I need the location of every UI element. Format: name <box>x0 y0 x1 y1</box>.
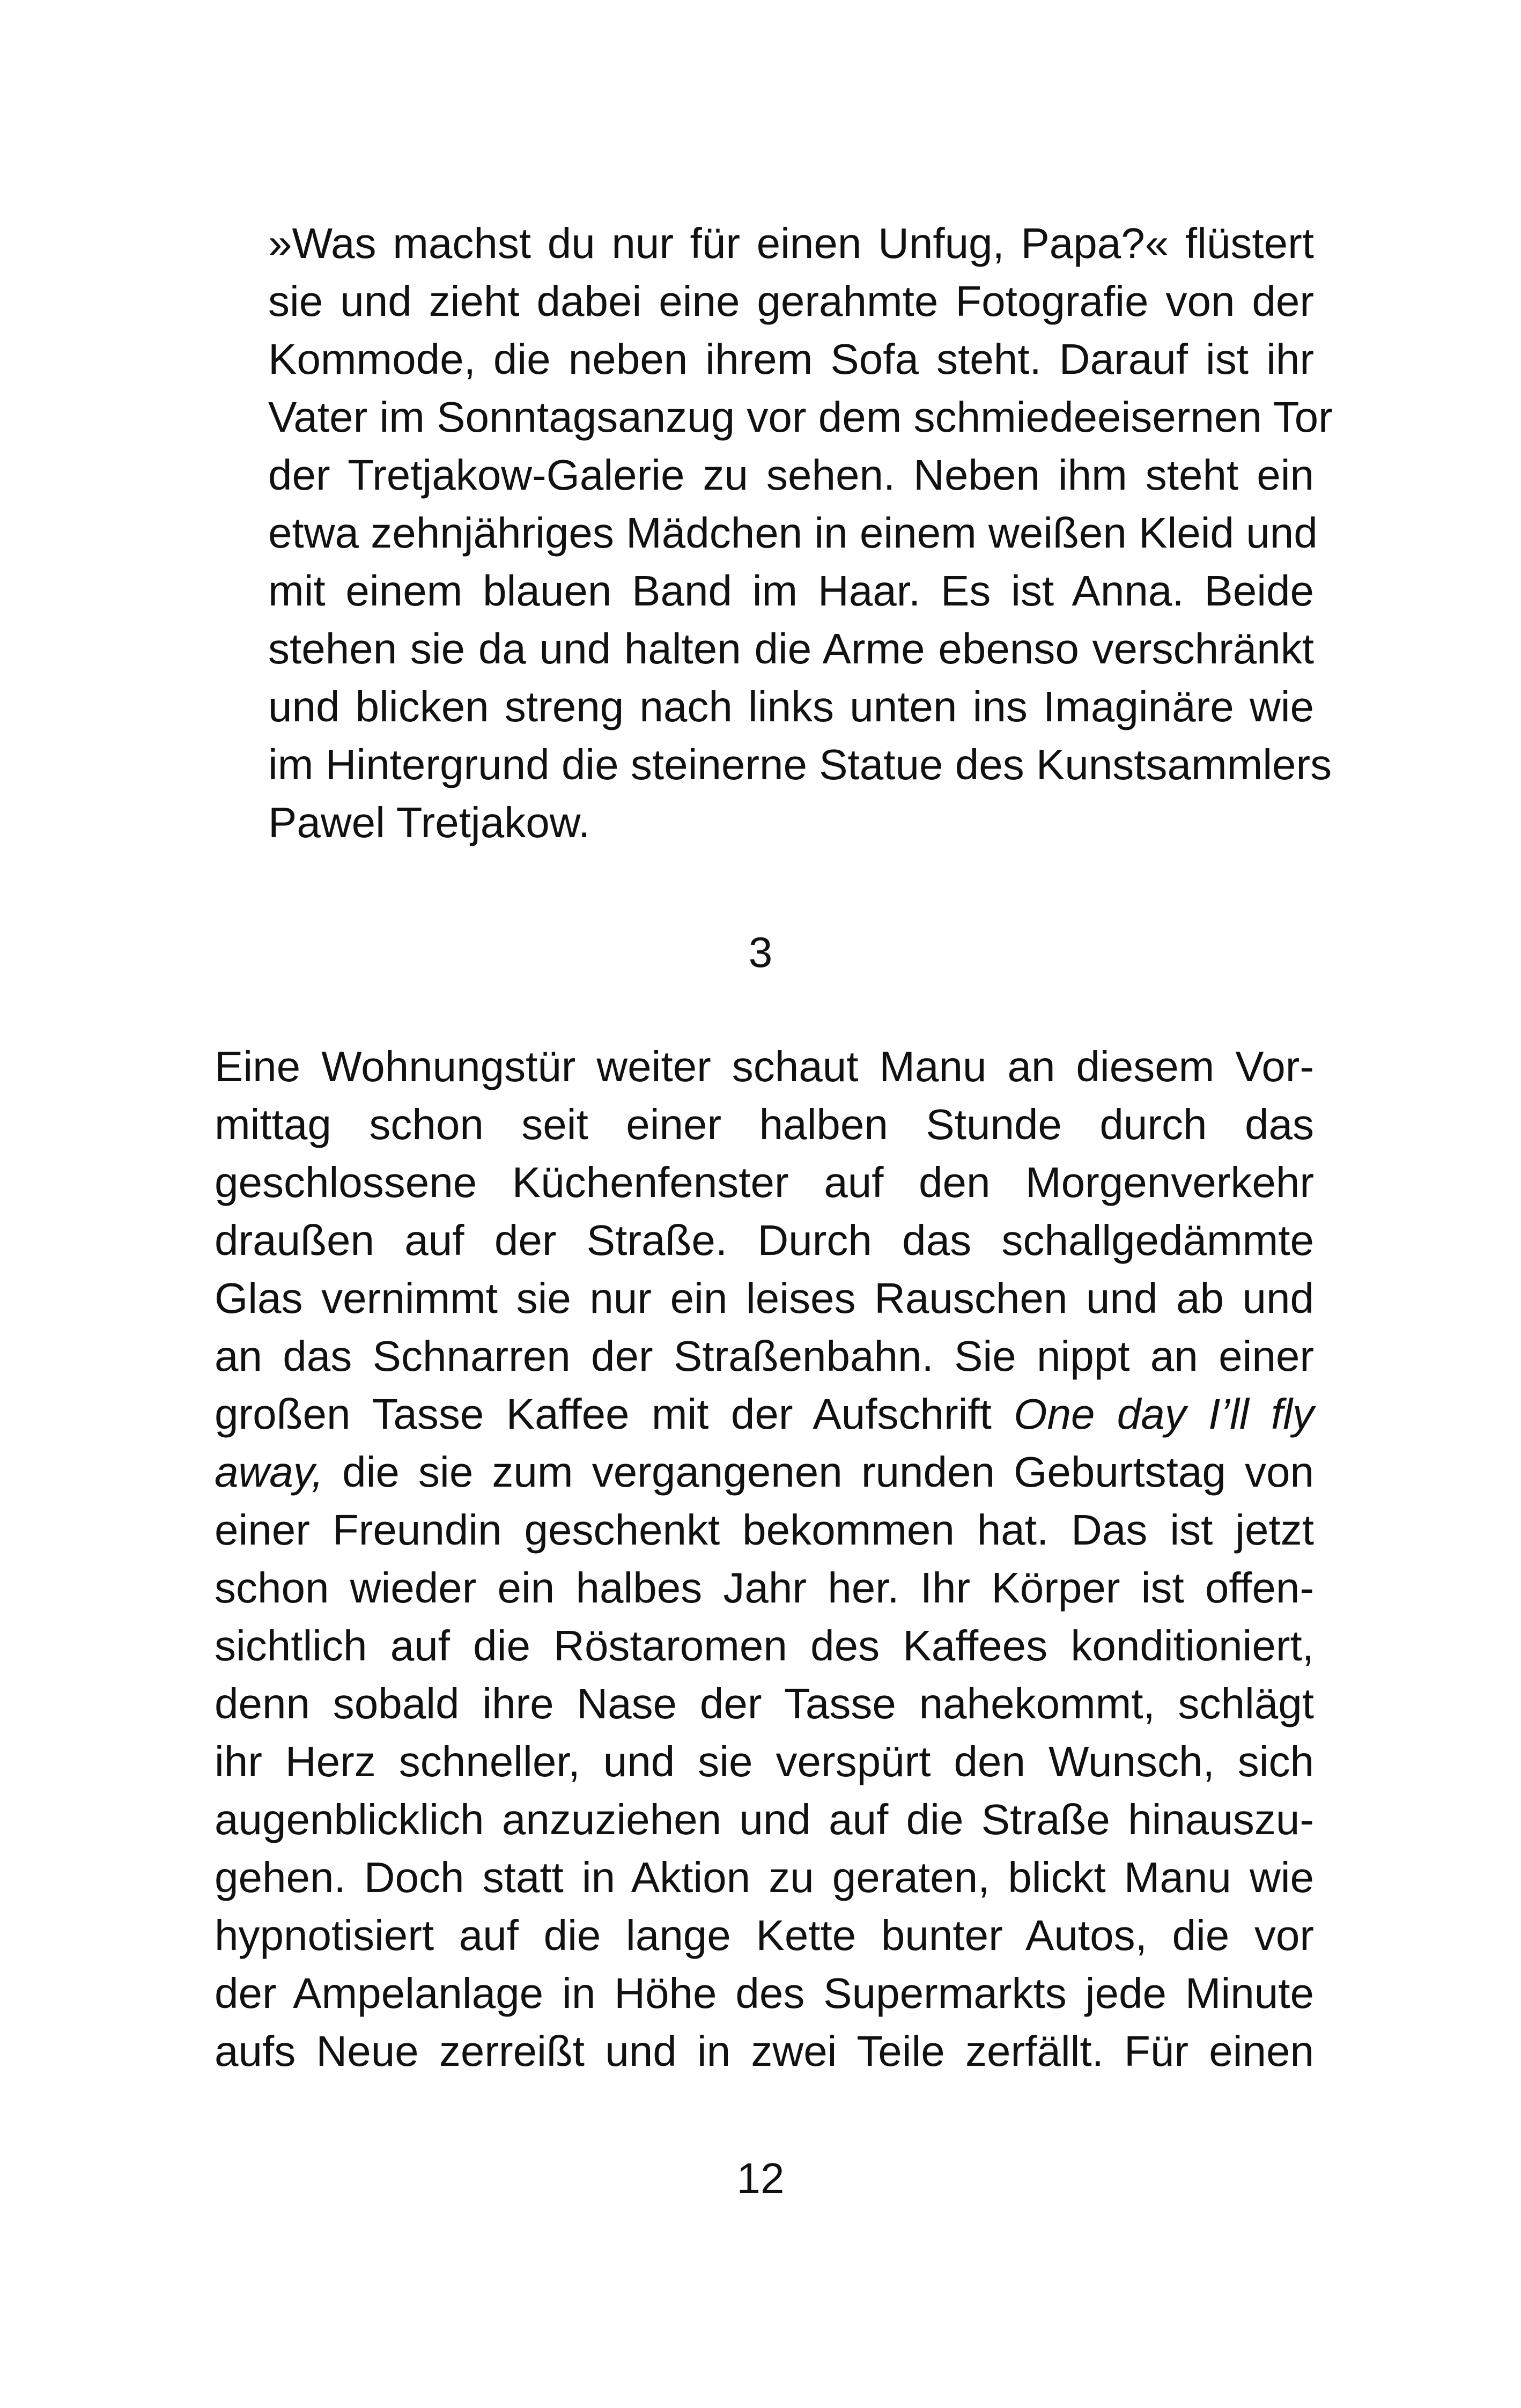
text-line: einer Freundin geschenkt bekommen hat. Das ist jetzt <box>215 1506 1314 1554</box>
text-line: stehen sie da und halten die Arme ebenso verschränkt <box>268 625 1314 673</box>
line-text: großen Tasse Kaffee mit der Aufschrift <box>215 1390 1014 1438</box>
text-line: Pawel Tretjakow. <box>268 799 590 846</box>
text-line: mittag schon seit einer halben Stunde durch das <box>215 1100 1314 1148</box>
text-line: hypnotisiert auf die lange Kette bunter Autos, die vor <box>215 1911 1314 1959</box>
text-line: schon wieder ein halbes Jahr her. Ihr Körper ist offen- <box>215 1564 1314 1612</box>
text-line: Vater im Sonntagsanzug vor dem schmiedeeisernen Tor <box>268 393 1333 441</box>
text-line: gehen. Doch statt in Aktion zu geraten, blickt Manu wie <box>215 1853 1314 1901</box>
line-text: die sie zum vergangenen runden Geburtstag von <box>323 1448 1314 1496</box>
text-line: Kommode, die neben ihrem Sofa steht. Darauf ist ihr <box>268 335 1314 383</box>
italic-phrase: One day I’ll fly <box>1014 1390 1314 1438</box>
paragraph-1 <box>215 215 1333 852</box>
section-number: 3 <box>748 928 773 976</box>
text-line: sichtlich auf die Röstaromen des Kaffees konditioniert, <box>215 1622 1314 1670</box>
text-line-with-italic <box>215 1443 1314 1501</box>
text-line: geschlossene Küchenfenster auf den Morgenverkehr <box>215 1158 1314 1206</box>
text-line: an das Schnarren der Straßenbahn. Sie nippt an einer <box>215 1332 1314 1380</box>
text-line: etwa zehnjähriges Mädchen in einem weißen Kleid und <box>268 509 1318 557</box>
text-line-with-italic <box>215 1385 1314 1443</box>
paragraph-2 <box>215 1038 1314 2080</box>
text-line: der Ampelanlage in Höhe des Supermarkts jede Minute <box>215 1969 1314 2017</box>
text-line: denn sobald ihre Nase der Tasse nahekommt, schlägt <box>215 1680 1314 1727</box>
text-line: ihr Herz schneller, und sie verspürt den Wunsch, sich <box>215 1738 1314 1785</box>
text-line: »Was machst du nur für einen Unfug, Papa?« flüstert <box>268 219 1314 267</box>
text-line: im Hintergrund die steinerne Statue des Kunstsammlers <box>268 741 1332 788</box>
text-line: draußen auf der Straße. Durch das schallgedämmte <box>215 1216 1314 1264</box>
text-line: aufs Neue zerreißt und in zwei Teile zerfällt. Für einen <box>215 2027 1314 2075</box>
text-line: und blicken streng nach links unten ins Imaginäre wie <box>268 683 1314 730</box>
text-line: augenblicklich anzuziehen und auf die Straße hinauszu- <box>215 1796 1314 1843</box>
text-line: der Tretjakow-Galerie zu sehen. Neben ihm steht ein <box>268 451 1314 499</box>
text-line: Glas vernimmt sie nur ein leises Rauschen und ab und <box>215 1274 1314 1322</box>
page-number: 12 <box>736 2154 785 2202</box>
text-line: mit einem blauen Band im Haar. Es ist Anna. Beide <box>268 567 1314 615</box>
text-line: sie und zieht dabei eine gerahmte Fotografie von der <box>268 277 1314 325</box>
text-line: Eine Wohnungstür weiter schaut Manu an diesem Vor- <box>215 1043 1314 1090</box>
italic-phrase: away, <box>215 1448 324 1496</box>
